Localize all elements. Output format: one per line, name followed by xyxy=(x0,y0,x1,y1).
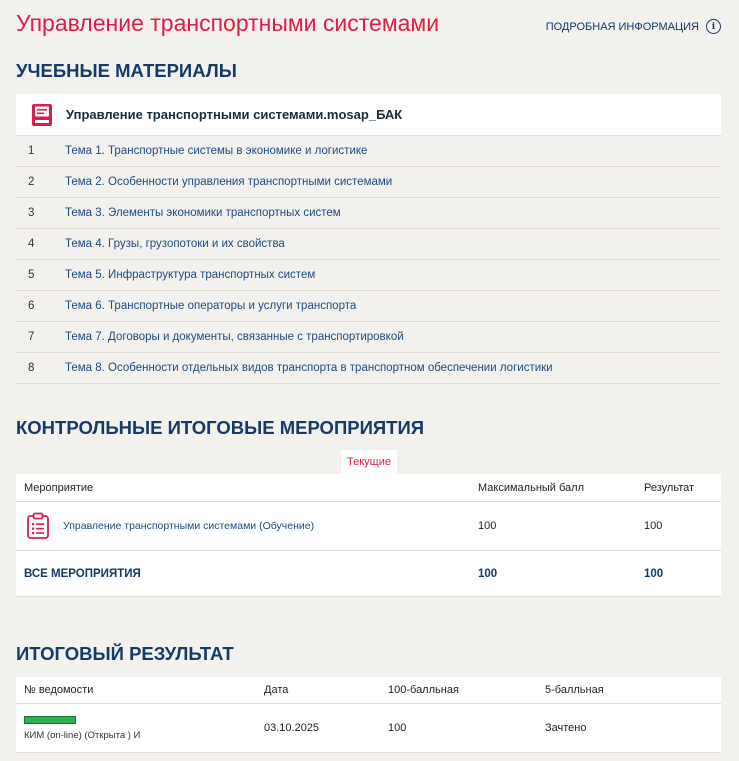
topic-link[interactable]: Тема 1. Транспортные системы в экономике и логистике xyxy=(65,145,368,157)
topic-row xyxy=(16,322,721,353)
materials-card xyxy=(16,94,721,384)
column-header-event: Мероприятие xyxy=(24,481,94,494)
page-header xyxy=(16,8,721,42)
topic-number: 1 xyxy=(28,145,35,157)
course-header[interactable] xyxy=(16,94,721,136)
column-header-statement-number: № ведомости xyxy=(24,684,94,696)
materials-section-title: УЧЕБНЫЕ МАТЕРИАЛЫ xyxy=(16,60,237,81)
page-title: Управление транспортными системами xyxy=(16,10,440,36)
topic-row xyxy=(16,198,721,229)
topic-number: 2 xyxy=(28,176,35,188)
event-cell xyxy=(24,502,314,550)
table-row xyxy=(16,704,721,753)
table-row xyxy=(16,502,721,551)
event-result: 100 xyxy=(644,520,663,532)
more-info-label: ПОДРОБНАЯ ИНФОРМАЦИЯ xyxy=(545,20,699,33)
topic-row xyxy=(16,260,721,291)
topic-link[interactable]: Тема 4. Грузы, грузопотоки и их свойства xyxy=(65,238,285,250)
results-table-header xyxy=(16,677,721,704)
info-icon: i xyxy=(706,19,721,34)
course-name: Управление транспортными системами.mosap_БАК xyxy=(66,107,403,122)
more-info-link[interactable] xyxy=(546,19,721,34)
topic-row xyxy=(16,167,721,198)
topic-number: 7 xyxy=(28,331,35,343)
result-date: 03.10.2025 xyxy=(264,722,320,734)
topic-row xyxy=(16,136,721,167)
topic-number: 3 xyxy=(28,207,35,219)
results-section-title: ИТОГОВЫЙ РЕЗУЛЬТАТ xyxy=(16,643,234,664)
topic-number: 4 xyxy=(28,238,35,250)
column-header-5-scale: 5-балльная xyxy=(545,684,604,696)
results-table xyxy=(16,677,721,753)
statement-progress-bar xyxy=(24,716,76,724)
events-section-title: КОНТРОЛЬНЫЕ ИТОГОВЫЕ МЕРОПРИЯТИЯ xyxy=(16,417,425,438)
book-icon xyxy=(29,102,55,128)
topic-row xyxy=(16,353,721,384)
topic-list xyxy=(16,136,721,384)
events-table-header xyxy=(16,474,721,502)
result-5-scale: Зачтено xyxy=(545,722,587,734)
topic-row xyxy=(16,229,721,260)
total-max-score: 100 xyxy=(478,567,498,580)
events-table xyxy=(16,474,721,597)
topic-row xyxy=(16,291,721,322)
events-total-row xyxy=(16,551,721,597)
column-header-max-score: Максимальный балл xyxy=(478,481,584,494)
topic-number: 6 xyxy=(28,300,35,312)
statement-progress-fill xyxy=(25,717,75,723)
clipboard-icon xyxy=(25,512,51,540)
topic-link[interactable]: Тема 7. Договоры и документы, связанные с транспортировкой xyxy=(65,331,404,343)
column-header-result: Результат xyxy=(644,481,695,494)
topic-number: 5 xyxy=(28,269,35,281)
total-result: 100 xyxy=(644,567,664,580)
event-max-score: 100 xyxy=(478,520,497,532)
event-link[interactable]: Управление транспортными системами (Обучение) xyxy=(63,520,315,532)
column-header-100-scale: 100-балльная xyxy=(388,684,459,696)
topic-link[interactable]: Тема 2. Особенности управления транспортными системами xyxy=(65,176,393,188)
tab-current[interactable]: Текущие xyxy=(341,450,397,474)
topic-link[interactable]: Тема 3. Элементы экономики транспортных систем xyxy=(65,207,341,219)
statement-name: КИМ (on-line) (Открыта ) И xyxy=(24,729,141,741)
topic-link[interactable]: Тема 5. Инфраструктура транспортных систем xyxy=(65,269,316,281)
topic-link[interactable]: Тема 8. Особенности отдельных видов транспорта в транспортном обеспечении логистики xyxy=(65,362,553,374)
statement-cell xyxy=(24,704,140,752)
total-label: ВСЕ МЕРОПРИЯТИЯ xyxy=(24,567,141,580)
result-100-scale: 100 xyxy=(388,722,407,734)
column-header-date: Дата xyxy=(264,684,289,696)
topic-number: 8 xyxy=(28,362,35,374)
topic-link[interactable]: Тема 6. Транспортные операторы и услуги транспорта xyxy=(65,300,357,312)
